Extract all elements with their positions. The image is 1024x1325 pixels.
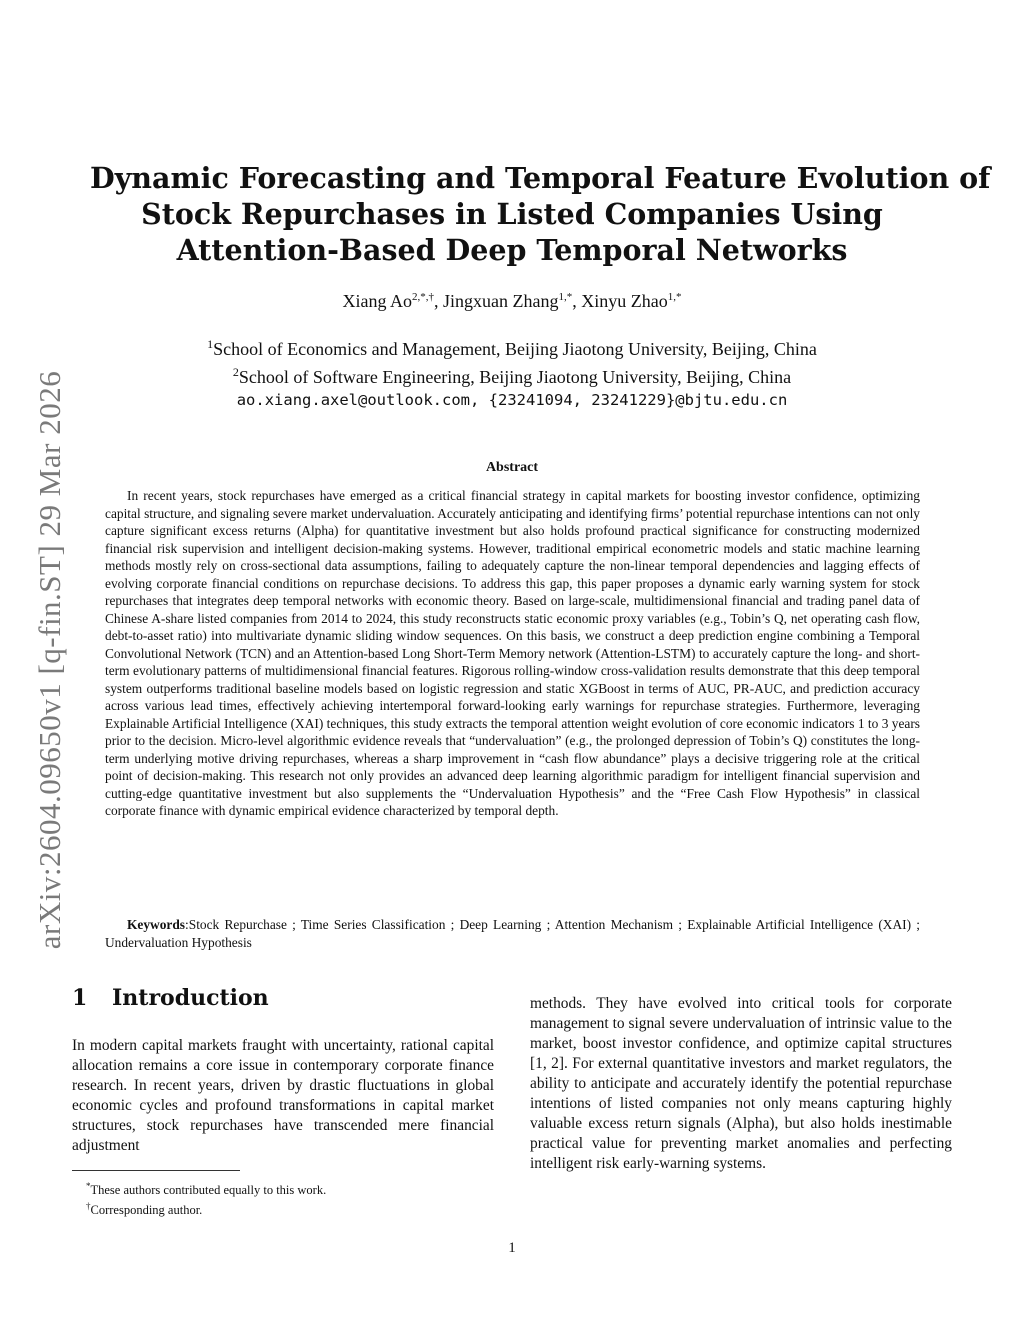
author-emails: ao.xiang.axel@outlook.com, {23241094, 23241229}@bjtu.edu.cn <box>236 391 788 409</box>
author-name: Xinyu Zhao <box>581 291 668 311</box>
author-affil-mark: 1,* <box>558 291 573 303</box>
abstract-text: In recent years, stock repurchases have emerged as a critical financial strategy in capital markets for boosting investor confidence, optimizing capital structure, and signaling severe market undervaluation. Accurately anticipating and identifying firms’ potential repurchase intentions can not only capture significant excess returns (Alpha) for quantitative investment but also holds profound practical significance for constructing modernized financial risk supervision and intelligent decision-making systems. However, traditional empirical econometric models and static machine learning methods mostly rely on cross-sectional data assumptions, failing to adequately capture the non-linear temporal dependencies and lagging effects of evolving corporate financial conditions on repurchase decisions. To address this gap, this paper proposes a dynamic early warning system for stock repurchases that integrates deep temporal networks with economic theory. Based on large-scale, multidimensional financial and trading panel data of Chinese A-share listed companies from 2014 to 2024, this study reconstructs static economic proxy variables (e.g., Tobin’s Q, net operating cash flow, debt-to-asset ratio) into multivariate dynamic sliding window sequences. On this basis, we construct a deep prediction engine combining a Temporal Convolutional Network (TCN) and an Attention-based Long Short-Term Memory network (Attention-LSTM) to accurately capture the long- and short-term evolutionary patterns of multidimensional financial features. Rigorous rolling-window cross-validation results demonstrate that this deep temporal system outperforms traditional baseline models based on logistic regression and static XGBoost in terms of AUC, PR-AUC, and prediction accuracy across various lead times, effectively achieving intertemporal forward-looking early warnings for repurchase strategies. Furthermore, leveraging Explainable Artificial Intelligence (XAI) techniques, this study extracts the temporal attention weight evolution of core economic indicators 1 to 3 years prior to the decision. Micro-level algorithmic evidence reveals that “undervaluation” (e.g., the prolonged depression of Tobin’s Q) constitutes the long-term underlying motive driving repurchases, whereas a sharp improvement in “cash flow abundance” plays a decisive triggering role at the critical point of decision-making. This research not only provides an advanced deep learning algorithmic paradigm for intelligent financial supervision and cutting-edge quantitative investment but also supplements the “Undervaluation Hypothesis” and the “Free Cash Flow Hypothesis” in classical corporate finance with dynamic empirical evidence characterized by temporal depth. <box>105 488 920 818</box>
affiliation-1 <box>0 333 1024 361</box>
footnote-divider <box>72 1170 240 1171</box>
keywords-text: :Stock Repurchase ; Time Series Classification ; Deep Learning ; Attention Mechanism ; Explainable Artificial Intelligence (XAI) ; Undervaluation Hypothesis <box>105 917 920 950</box>
author-name: Jingxuan Zhang <box>443 291 559 311</box>
intro-paragraph-right: methods. They have evolved into critical tools for corporate management to signal severe undervaluation of intrinsic value to the market, boost investor confidence, and optimize capital structures [1, 2]. For external quantitative investors and market regulators, the ability to anticipate and accurately identify the potential repurchase intentions of listed companies not only means capturing highly valuable excess return signals (Alpha), but also holds inestimable practical value for preventing market anomalies and perfecting intelligent risk early-warning systems. <box>530 995 952 1172</box>
intro-paragraph-left: In modern capital markets fraught with uncertainty, rational capital allocation remains a core issue in contemporary corporate finance research. In recent years, driven by drastic fluctuations in global economic cycles and profound transformations in capital market structures, stock repurchases have transcended mere financial adjustment <box>72 1037 494 1154</box>
page-number: 1 <box>508 1240 516 1256</box>
affil-mark: 2 <box>232 365 239 379</box>
footnote-text: These authors contributed equally to this work. <box>90 1183 327 1198</box>
author-affil-mark: 2,*,† <box>412 291 435 303</box>
title-line: Dynamic Forecasting and Temporal Feature Evolution of <box>90 161 991 195</box>
footnote-mark: * <box>86 1181 91 1191</box>
footnotes <box>72 1178 492 1218</box>
footnote <box>72 1178 492 1198</box>
section-number: 1 <box>72 985 88 1011</box>
affil-mark: 1 <box>207 337 214 351</box>
paper-title <box>90 160 991 268</box>
keywords <box>105 916 920 951</box>
author-list <box>0 291 1024 312</box>
footnote-mark: † <box>86 1201 91 1212</box>
affiliation-2 <box>0 361 1024 389</box>
affil-text: School of Economics and Management, Beijing Jiaotong University, Beijing, China <box>213 339 817 359</box>
author-name: Xiang Ao <box>342 291 413 311</box>
author-separator: , <box>434 291 444 311</box>
keywords-label: Keywords <box>127 917 186 932</box>
footnote <box>72 1198 492 1218</box>
author-affil-mark: 1,* <box>667 291 682 303</box>
title-line: Attention-Based Deep Temporal Networks <box>176 233 848 267</box>
arxiv-stamp <box>22 350 78 970</box>
title-line: Stock Repurchases in Listed Companies Using <box>141 197 883 231</box>
author-separator: , <box>572 291 582 311</box>
affil-text: School of Software Engineering, Beijing Jiaotong University, Beijing, China <box>238 367 792 387</box>
abstract-heading: Abstract <box>485 460 539 475</box>
footnote-text: Corresponding author. <box>90 1203 203 1218</box>
section-heading-introduction <box>72 985 269 1011</box>
section-title: Introduction <box>112 985 269 1011</box>
affiliations <box>0 333 1024 412</box>
arxiv-id: arXiv:2604.09650v1 [q-fin.ST] 29 Mar 2026 <box>32 370 67 950</box>
